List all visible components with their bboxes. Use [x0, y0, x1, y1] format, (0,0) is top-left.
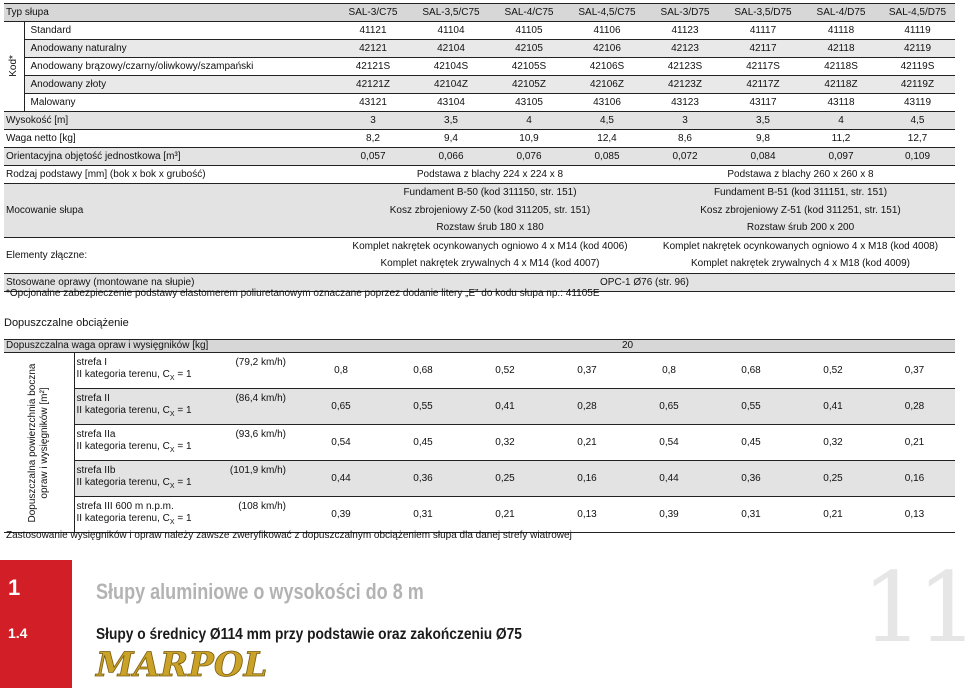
code-row-label: Malowany	[24, 94, 334, 112]
param-cell: 4,5	[880, 112, 955, 130]
area-cell: 0,41	[792, 389, 874, 425]
zone-label	[74, 425, 300, 461]
param-cell: 10,9	[490, 130, 568, 148]
area-cell: 0,54	[300, 425, 382, 461]
code-vertical-label: Kod*	[4, 22, 24, 112]
zone-name: strefa II	[76, 392, 110, 404]
terrain-label: II kategoria terenu, C	[76, 476, 170, 488]
code-cell: 41105	[490, 22, 568, 40]
cx-value: = 1	[177, 368, 192, 380]
param-cell: 0,066	[412, 148, 490, 166]
area-cell: 0,28	[546, 389, 628, 425]
param-cell: 0,109	[880, 148, 955, 166]
mounting-row-1	[4, 184, 955, 202]
mounting-d75-line: Kosz zbrojeniowy Z-51 (kod 311251, str. 151)	[646, 202, 955, 220]
section-title: Dopuszczalne obciążenie	[4, 317, 129, 329]
area-cell: 0,32	[792, 425, 874, 461]
load-table	[4, 339, 955, 533]
area-cell: 0,41	[464, 389, 546, 425]
subchapter-number: 1.4	[8, 625, 28, 641]
param-cell: 9,8	[724, 130, 802, 148]
param-cell: 0,085	[568, 148, 646, 166]
mounting-d75-line: Fundament B-51 (kod 311151, str. 151)	[646, 184, 955, 202]
zone-label	[74, 353, 300, 389]
param-cell: 0,057	[334, 148, 412, 166]
param-cell: 3	[334, 112, 412, 130]
param-cell: 9,4	[412, 130, 490, 148]
code-cell: 41106	[568, 22, 646, 40]
code-cell: 43104	[412, 94, 490, 112]
code-cell: 42123Z	[646, 76, 724, 94]
sub-heading: Słupy o średnicy Ø114 mm przy podstawie oraz zakończeniu Ø75	[96, 626, 522, 643]
terrain-label: II kategoria terenu, C	[76, 512, 170, 524]
cx-subscript: X	[169, 374, 175, 382]
fixtures-label: Stosowane oprawy (montowane na słupie)	[4, 274, 334, 292]
area-cell: 0,45	[710, 425, 792, 461]
header-col: SAL-4/C75	[490, 4, 568, 22]
zone-wind: (93,6 km/h)	[235, 428, 287, 440]
param-cell: 0,076	[490, 148, 568, 166]
code-row-anod-color	[4, 58, 955, 76]
header-col: SAL-3/D75	[646, 4, 724, 22]
spec-table	[4, 3, 955, 292]
connectors-d75-line: Komplet nakrętek ocynkowanych ogniowo 4 x M18 (kod 4008)	[662, 240, 939, 252]
area-cell: 0,65	[628, 389, 710, 425]
code-cell: 42118Z	[802, 76, 880, 94]
code-cell: 43105	[490, 94, 568, 112]
area-cell: 0,16	[546, 461, 628, 497]
code-row-anod-gold	[4, 76, 955, 94]
zone-row-1	[4, 353, 955, 389]
code-cell: 41117	[724, 22, 802, 40]
param-cell: 3,5	[412, 112, 490, 130]
code-row-painted	[4, 94, 955, 112]
zone-row-3	[4, 425, 955, 461]
area-cell: 0,39	[300, 497, 382, 533]
param-cell: 0,084	[724, 148, 802, 166]
cx-value: = 1	[177, 476, 192, 488]
param-cell: 3	[646, 112, 724, 130]
code-cell: 41119	[880, 22, 955, 40]
connectors-label: Elementy złączne:	[4, 238, 334, 274]
area-cell: 0,44	[300, 461, 382, 497]
marpol-logo	[94, 645, 268, 685]
header-type-label: Typ słupa	[4, 4, 334, 22]
zone-name: strefa IIa	[76, 428, 116, 440]
load-header-row	[4, 340, 955, 353]
weight-label: Dopuszczalna waga opraw i wysięgników [kg]	[4, 340, 300, 353]
area-cell: 0,36	[710, 461, 792, 497]
code-cell: 42119	[880, 40, 955, 58]
code-row-standard	[4, 22, 955, 40]
code-cell: 42121	[334, 40, 412, 58]
param-cell: 8,2	[334, 130, 412, 148]
connectors-c75-line: Komplet nakrętek ocynkowanych ogniowo 4 x M14 (kod 4006)	[352, 240, 628, 252]
base-c75: Podstawa z blachy 224 x 224 x 8	[334, 166, 646, 184]
area-cell: 0,54	[628, 425, 710, 461]
code-cell: 42119S	[880, 58, 955, 76]
code-cell: 42105	[490, 40, 568, 58]
zone-wind: (86,4 km/h)	[235, 392, 287, 404]
base-row	[4, 166, 955, 184]
zone-row-2	[4, 389, 955, 425]
zone-label	[74, 389, 300, 425]
area-cell: 0,25	[792, 461, 874, 497]
code-cell: 42121S	[334, 58, 412, 76]
code-row-label: Anodowany naturalny	[24, 40, 334, 58]
area-cell: 0,25	[464, 461, 546, 497]
logo-text: MARPOL	[96, 645, 268, 685]
chapter-number: 1	[8, 575, 21, 600]
area-cell: 0,28	[874, 389, 955, 425]
code-row-anod-natural	[4, 40, 955, 58]
mounting-label: Mocowanie słupa	[4, 184, 334, 238]
code-cell: 43123	[646, 94, 724, 112]
code-cell: 42104S	[412, 58, 490, 76]
zone-name: strefa III 600 m n.p.m.	[76, 500, 174, 512]
area-cell: 0,32	[464, 425, 546, 461]
param-cell: 4	[490, 112, 568, 130]
spec-header-row	[4, 4, 955, 22]
terrain-label: II kategoria terenu, C	[76, 404, 170, 416]
zone-name: strefa I	[76, 356, 108, 368]
param-cell: 12,4	[568, 130, 646, 148]
code-cell: 42117Z	[724, 76, 802, 94]
param-cell: 0,072	[646, 148, 724, 166]
area-cell: 0,16	[874, 461, 955, 497]
code-cell: 42117	[724, 40, 802, 58]
cx-value: = 1	[177, 440, 192, 452]
base-label: Rodzaj podstawy [mm] (bok x bok x grubość)	[4, 166, 334, 184]
cx-subscript: X	[169, 482, 175, 490]
terrain-label: II kategoria terenu, C	[76, 440, 170, 452]
area-cell: 0,31	[710, 497, 792, 533]
area-cell: 0,21	[874, 425, 955, 461]
param-cell: 8,6	[646, 130, 724, 148]
code-row-label: Standard	[24, 22, 334, 40]
param-cell: 4,5	[568, 112, 646, 130]
param-row-volume	[4, 148, 955, 166]
param-row-weight	[4, 130, 955, 148]
area-cell: 0,55	[710, 389, 792, 425]
footnote: *Opcjonalne zabezpieczenie podstawy elastomerem poliuretanowym oznaczane poprzez dodanie litery „E” do kodu słupa np.: 41105E	[6, 288, 600, 299]
code-cell: 42118	[802, 40, 880, 58]
code-cell: 42106S	[568, 58, 646, 76]
area-cell: 0,37	[546, 353, 628, 389]
code-cell: 42119Z	[880, 76, 955, 94]
connectors-c75-line: Komplet nakrętek zrywalnych 4 x M14 (kod 4007)	[334, 256, 646, 274]
header-col: SAL-3,5/C75	[412, 4, 490, 22]
area-cell: 0,13	[874, 497, 955, 533]
area-cell: 0,68	[382, 353, 464, 389]
param-cell: 3,5	[724, 112, 802, 130]
wind-zone-note: Zastosowanie wysięgników i opraw należy zawsze zweryfikować z dopuszczalnym obciążeniem słupa dla danej strefy wiatrowej	[6, 530, 572, 541]
mounting-c75-line: Kosz zbrojeniowy Z-50 (kod 311205, str. 151)	[334, 202, 646, 220]
area-cell: 0,31	[382, 497, 464, 533]
param-label: Waga netto [kg]	[4, 130, 334, 148]
area-cell: 0,21	[464, 497, 546, 533]
area-cell: 0,21	[546, 425, 628, 461]
code-cell: 42117S	[724, 58, 802, 76]
code-cell: 43119	[880, 94, 955, 112]
area-cell: 0,68	[710, 353, 792, 389]
area-vertical-label: Dopuszczalna powierzchnia boczna opraw i wysięgników [m²]	[4, 353, 74, 533]
area-cell: 0,65	[300, 389, 382, 425]
code-cell: 43121	[334, 94, 412, 112]
connectors-d75-line: Komplet nakrętek zrywalnych 4 x M18 (kod 4009)	[646, 256, 955, 274]
fixtures-value: OPC-1 Ø76 (str. 96)	[334, 274, 955, 292]
header-col: SAL-4/D75	[802, 4, 880, 22]
area-cell: 0,36	[382, 461, 464, 497]
area-cell: 0,45	[382, 425, 464, 461]
code-cell: 41104	[412, 22, 490, 40]
terrain-label: II kategoria terenu, C	[76, 368, 170, 380]
area-cell: 0,37	[874, 353, 955, 389]
cx-value: = 1	[177, 404, 192, 416]
zone-label	[74, 497, 300, 533]
code-row-label: Anodowany brązowy/czarny/oliwkowy/szampański	[24, 58, 334, 76]
param-cell: 4	[802, 112, 880, 130]
zone-wind: (79,2 km/h)	[235, 356, 287, 368]
area-cell: 0,52	[792, 353, 874, 389]
code-cell: 41118	[802, 22, 880, 40]
mounting-d75-line: Rozstaw śrub 200 x 200	[646, 220, 955, 238]
param-cell: 0,097	[802, 148, 880, 166]
area-cell: 0,44	[628, 461, 710, 497]
code-cell: 42105S	[490, 58, 568, 76]
param-label: Orientacyjna objętość jednostkowa [m³]	[4, 148, 334, 166]
zone-name: strefa IIb	[76, 464, 116, 476]
cx-subscript: X	[169, 446, 175, 454]
code-row-label: Anodowany złoty	[24, 76, 334, 94]
code-cell: 42121Z	[334, 76, 412, 94]
area-cell: 0,39	[628, 497, 710, 533]
header-col: SAL-4,5/D75	[880, 4, 955, 22]
area-cell: 0,55	[382, 389, 464, 425]
code-cell: 43117	[724, 94, 802, 112]
code-cell: 42118S	[802, 58, 880, 76]
code-cell: 41121	[334, 22, 412, 40]
param-row-height	[4, 112, 955, 130]
code-cell: 41123	[646, 22, 724, 40]
param-cell: 11,2	[802, 130, 880, 148]
param-label: Wysokość [m]	[4, 112, 334, 130]
code-cell: 42105Z	[490, 76, 568, 94]
main-heading: Słupy aluminiowe o wysokości do 8 m	[96, 579, 424, 604]
cx-subscript: X	[169, 518, 175, 526]
code-cell: 42106	[568, 40, 646, 58]
code-cell: 42104	[412, 40, 490, 58]
area-cell: 0,8	[300, 353, 382, 389]
connectors-row-1	[4, 238, 955, 256]
zone-label	[74, 461, 300, 497]
page-number: 11	[862, 552, 972, 664]
cx-value: = 1	[177, 512, 192, 524]
zone-wind: (108 km/h)	[238, 500, 287, 512]
area-cell: 0,8	[628, 353, 710, 389]
zone-row-4	[4, 461, 955, 497]
code-cell: 43106	[568, 94, 646, 112]
code-cell: 42104Z	[412, 76, 490, 94]
code-cell: 43118	[802, 94, 880, 112]
code-cell: 42123S	[646, 58, 724, 76]
area-cell: 0,21	[792, 497, 874, 533]
param-cell: 12,7	[880, 130, 955, 148]
base-d75: Podstawa z blachy 260 x 260 x 8	[646, 166, 955, 184]
header-col: SAL-3,5/D75	[724, 4, 802, 22]
zone-row-5	[4, 497, 955, 533]
mounting-c75-line: Fundament B-50 (kod 311150, str. 151)	[334, 184, 646, 202]
cx-subscript: X	[169, 410, 175, 418]
code-cell: 42106Z	[568, 76, 646, 94]
header-col: SAL-3/C75	[334, 4, 412, 22]
weight-value: 20	[300, 340, 955, 353]
area-cell: 0,13	[546, 497, 628, 533]
zone-wind: (101,9 km/h)	[229, 464, 287, 476]
code-cell: 42123	[646, 40, 724, 58]
area-cell: 0,52	[464, 353, 546, 389]
mounting-c75-line: Rozstaw śrub 180 x 180	[334, 220, 646, 238]
header-col: SAL-4,5/C75	[568, 4, 646, 22]
